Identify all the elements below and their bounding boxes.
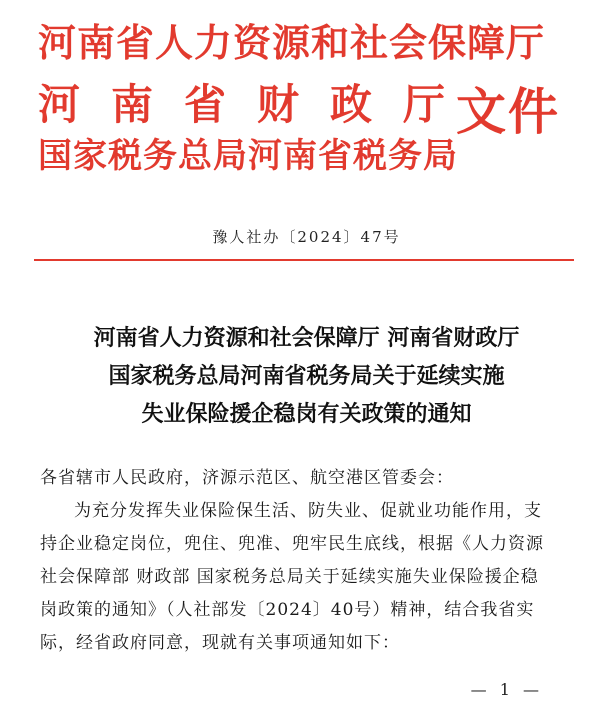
document-word: 文件 <box>456 83 560 141</box>
body-line: 为充分发挥失业保险保生活、防失业、促就业功能作用，支 <box>74 501 542 521</box>
document-number: 豫人社办〔2024〕47号 <box>212 228 401 246</box>
issuer-line-hr-social-security: 河南省人力资源和社会保障厅 <box>38 21 546 65</box>
body-line: 持企业稳定岗位，兜住、兜准、兜牢民生底线，根据《人力资源 <box>40 534 544 554</box>
title-line: 国家税务总局河南省税务局关于延续实施 <box>108 364 505 389</box>
salutation: 各省辖市人民政府，济源示范区、航空港区管委会： <box>40 468 454 488</box>
body-paragraph <box>40 495 573 660</box>
red-divider-line <box>34 259 574 261</box>
title-line: 失业保险援企稳岗有关政策的通知 <box>141 402 472 427</box>
document-header <box>38 6 578 176</box>
body-line: 际，经省政府同意，现就有关事项通知如下： <box>40 633 400 653</box>
page-number: — 1 — <box>470 680 543 699</box>
issuer-line-finance: 河南省财政厅 <box>38 80 477 129</box>
notice-title <box>0 320 613 434</box>
title-line: 河南省人力资源和社会保障厅 河南省财政厅 <box>93 326 520 351</box>
body-line: 岗政策的通知》（人社部发〔2024〕40号）精神，结合我省实 <box>40 600 535 620</box>
body-line: 社会保障部 财政部 国家税务总局关于延续实施失业保险援企稳 <box>40 567 539 587</box>
issuer-line-tax-bureau: 国家税务总局河南省税务局 <box>38 136 458 176</box>
